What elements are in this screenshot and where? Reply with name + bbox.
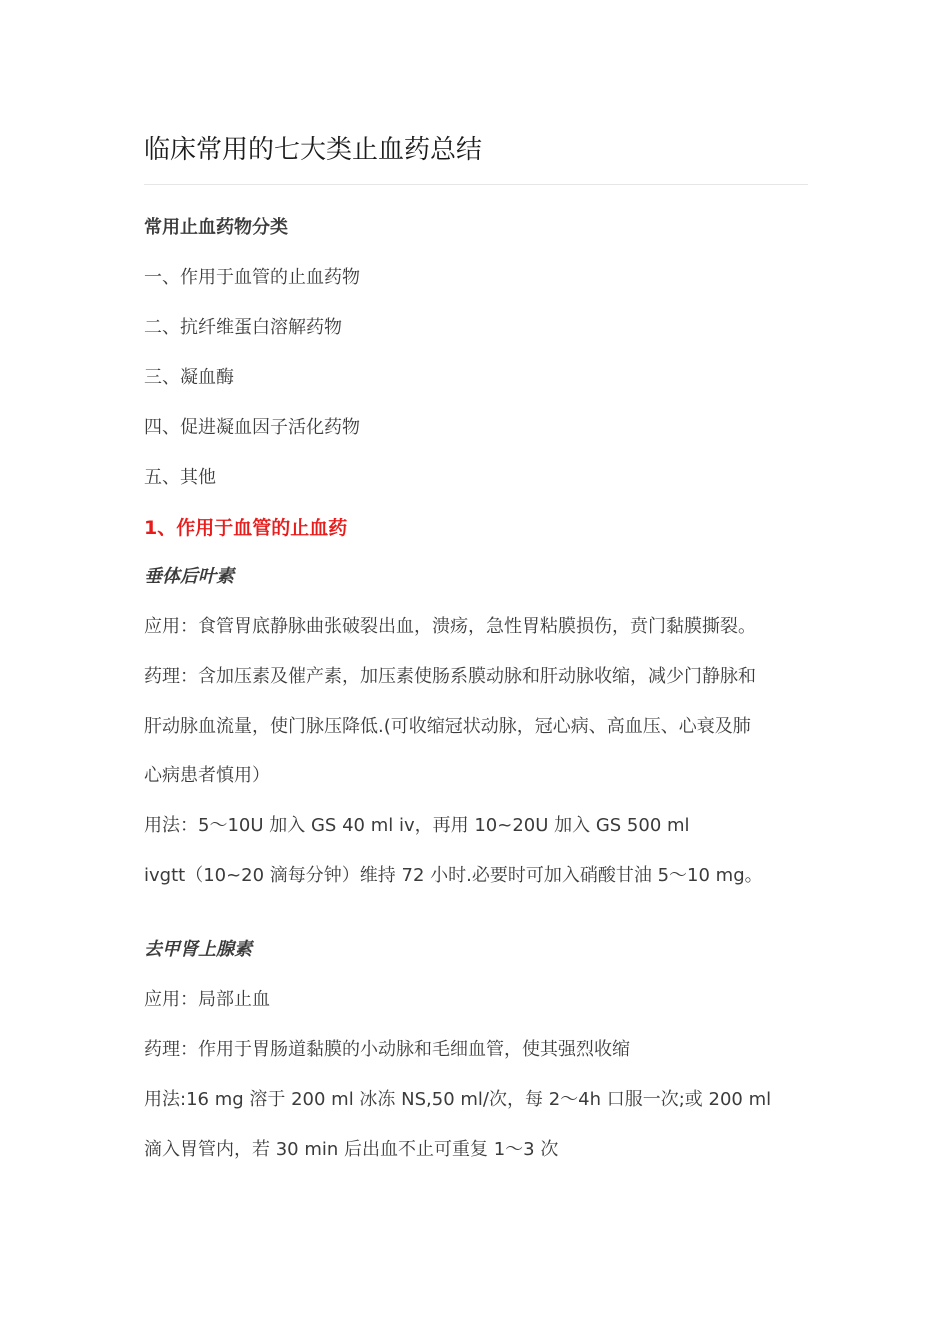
section-heading: 1、作用于血管的止血药 <box>144 517 348 539</box>
classification-item: 三、凝血酶 <box>144 367 234 388</box>
drug-text-line: 心病患者慎用） <box>144 765 270 786</box>
title-divider <box>144 184 808 185</box>
drug-text-line: 应用：食管胃底静脉曲张破裂出血，溃疡，急性胃粘膜损伤，贲门黏膜撕裂。 <box>144 616 756 637</box>
classification-item: 一、作用于血管的止血药物 <box>144 267 360 288</box>
drug-text-line: 用法：5～10U 加入 GS 40 ml iv，再用 10~20U 加入 GS 500 ml <box>144 815 690 836</box>
classification-item: 二、抗纤维蛋白溶解药物 <box>144 317 342 338</box>
drug-name: 去甲肾上腺素 <box>144 939 252 960</box>
drug-text-line: 药理：作用于胃肠道黏膜的小动脉和毛细血管，使其强烈收缩 <box>144 1039 630 1060</box>
document-title: 临床常用的七大类止血药总结 <box>144 135 483 165</box>
drug-text-line: 药理：含加压素及催产素，加压素使肠系膜动脉和肝动脉收缩，减少门静脉和 <box>144 666 756 687</box>
classification-heading: 常用止血药物分类 <box>144 217 288 238</box>
classification-item: 四、促进凝血因子活化药物 <box>144 417 360 438</box>
drug-text-line: 应用：局部止血 <box>144 989 270 1010</box>
drug-text-line: ivgtt（10~20 滴每分钟）维持 72 小时.必要时可加入硝酸甘油 5～10 mg。 <box>144 865 763 886</box>
drug-name: 垂体后叶素 <box>144 566 234 587</box>
classification-item: 五、其他 <box>144 467 216 488</box>
drug-text-line: 滴入胃管内，若 30 min 后出血不止可重复 1～3 次 <box>144 1139 559 1160</box>
drug-text-line: 肝动脉血流量，使门脉压降低.(可收缩冠状动脉，冠心病、高血压、心衰及肺 <box>144 716 751 737</box>
drug-text-line: 用法:16 mg 溶于 200 ml 冰冻 NS,50 ml/次，每 2～4h 口服一次;或 200 ml <box>144 1089 772 1110</box>
